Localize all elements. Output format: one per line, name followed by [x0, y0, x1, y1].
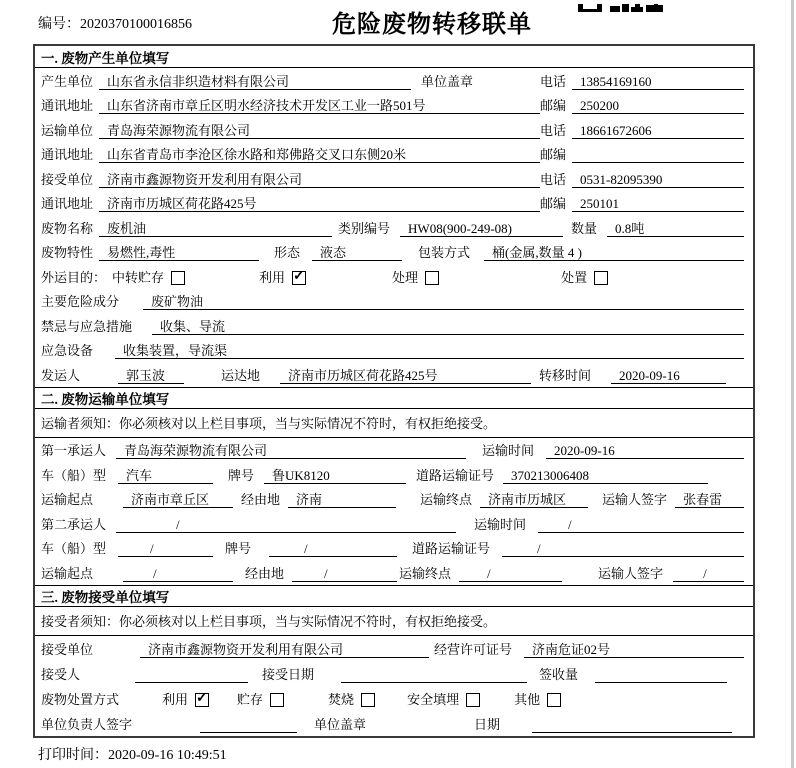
plate-value: 鲁UK8120: [264, 468, 406, 484]
zip-label: 邮编: [539, 147, 566, 162]
via-label: 经由地: [241, 492, 281, 507]
section3-notice: 接受者须知：你必须核对以上栏目事项，当与实际情况不符时，有权拒绝接受。: [35, 607, 753, 636]
form-label: 形态: [274, 245, 301, 260]
phone-label: 电话: [539, 122, 566, 138]
disposal-landfill-checkbox: [466, 693, 480, 707]
transporter-value: 青岛海荣源物流有限公司: [99, 123, 540, 139]
origin-value: 济南市章丘区: [123, 492, 233, 508]
license-label: 经营许可证号: [434, 641, 513, 657]
first-carrier-label: 第一承运人: [41, 443, 107, 458]
equipment-label: 应急设备: [41, 343, 94, 358]
acceptor-label: 接受人: [41, 666, 81, 682]
purpose-disposal-checkbox: [594, 271, 608, 285]
accept-unit-label: 接受单位: [41, 641, 94, 657]
received-qty-label: 签收量: [539, 666, 579, 682]
transfer-time-value: 2020-09-16: [611, 368, 726, 384]
section3-header: 三. 废物接受单位填写: [35, 585, 753, 607]
second-carrier-value: /: [116, 517, 456, 533]
address-label: 通讯地址: [41, 147, 94, 162]
vehicle-type-label: 车（船）型: [41, 541, 107, 556]
address-label: 通讯地址: [41, 98, 94, 113]
form-value: 液态: [312, 245, 402, 261]
print-time-value: 2020-09-16 10:49:51: [108, 748, 227, 763]
row-disposal-method: [35, 686, 753, 711]
hazard-label: 主要危险成分: [41, 294, 120, 309]
origin-label: 运输起点: [41, 492, 94, 507]
print-time-label: 打印时间：: [38, 748, 108, 763]
receiver-label: 接受单位: [41, 171, 94, 187]
receiver-phone-value: 0531-82095390: [572, 172, 744, 188]
via-value: 济南: [288, 492, 396, 508]
section2-header: 二. 废物运输单位填写: [35, 387, 753, 409]
purpose-option-label: 处理: [392, 269, 419, 285]
disposal-label: 废物处置方式: [41, 691, 120, 707]
transport-time-label: 运输时间: [482, 443, 535, 458]
transporter-zip-value: [572, 162, 744, 163]
unit-seal-label: 单位盖章: [314, 716, 367, 732]
row-vehicle-1: [35, 462, 753, 487]
shipper-label: 发运人: [41, 367, 81, 383]
head-sign-label: 单位负责人签字: [41, 716, 133, 732]
vehicle-type-label: 车（船）型: [41, 467, 107, 483]
address-label: 通讯地址: [41, 196, 94, 211]
transfer-time-label: 转移时间: [539, 367, 592, 383]
row-producer-address: [35, 93, 753, 118]
row-producer: [35, 68, 753, 93]
transporter-phone-value: 18661672606: [572, 123, 744, 139]
road-permit-label: 道路运输证号: [412, 541, 491, 556]
producer-zip-value: 250200: [572, 98, 744, 114]
row-route-1: [35, 487, 753, 512]
origin-2-value: /: [123, 566, 233, 582]
received-qty-value: [595, 682, 727, 683]
taboo-label: 禁忌与应急措施: [41, 318, 133, 334]
packing-label: 包装方式: [418, 245, 471, 260]
license-value: 济南危证02号: [524, 642, 744, 658]
transporter-label: 运输单位: [41, 122, 94, 138]
transport-time-2-value: /: [538, 517, 744, 533]
road-permit-value: 370213006408: [503, 468, 708, 484]
quantity-value: 0.8吨: [607, 221, 744, 237]
disposal-option-label: 利用: [162, 691, 189, 707]
category-label: 类别编号: [338, 220, 391, 236]
serial-number-line: [38, 13, 192, 33]
endpoint-label: 运输终点: [420, 492, 473, 507]
transporter-address-value: 山东省青岛市李沧区徐水路和郑佛路交叉口东侧20米: [99, 147, 540, 163]
second-carrier-label: 第二承运人: [41, 516, 107, 532]
row-emergency-equipment: [35, 338, 753, 363]
receiver-value: 济南市鑫源物资开发利用有限公司: [99, 172, 540, 188]
producer-label: 产生单位: [41, 73, 94, 89]
waste-name-label: 废物名称: [41, 220, 94, 236]
head-sign-value: [200, 732, 297, 733]
packing-value: 桶(金属,数量 4 ): [484, 245, 744, 261]
row-shipper: [35, 362, 753, 387]
endpoint-label: 运输终点: [399, 565, 452, 581]
disposal-other-checkbox: [547, 693, 561, 707]
traits-label: 废物特性: [41, 245, 94, 260]
purpose-treatment-checkbox: [425, 271, 439, 285]
row-accept-unit: [35, 636, 753, 661]
via-2-value: /: [292, 566, 397, 582]
section2-notice: 运输者须知：你必须核对以上栏目事项，当与实际情况不符时，有权拒绝接受。: [35, 409, 753, 438]
print-time-line: [38, 744, 227, 764]
producer-value: 山东省永信非织造材料有限公司: [99, 74, 411, 90]
receiver-address-value: 济南市历城区荷花路425号: [99, 196, 540, 212]
zip-label: 邮编: [539, 196, 566, 211]
equipment-value: 收集装置，导流渠: [115, 343, 744, 359]
zip-label: 邮编: [539, 98, 566, 113]
hazard-value: 废矿物油: [143, 294, 744, 310]
destination-label: 运达地: [221, 367, 261, 383]
row-receiver-address: [35, 191, 753, 216]
plate-label: 牌号: [225, 541, 252, 556]
waste-name-value: 废机油: [99, 221, 332, 237]
row-head-signature: [35, 711, 753, 736]
disposal-option-label: 焚烧: [328, 691, 355, 707]
sign-date-label: 日期: [474, 716, 501, 732]
disposal-incinerate-checkbox: [361, 693, 375, 707]
row-vehicle-2: [35, 536, 753, 561]
row-transporter-address: [35, 142, 753, 167]
row-taboo-measures: [35, 313, 753, 338]
quantity-label: 数量: [571, 220, 598, 236]
accept-date-value: [341, 682, 527, 683]
producer-address-value: 山东省济南市章丘区明水经济技术开发区工业一路501号: [99, 98, 540, 114]
endpoint-value: 济南市历城区: [480, 492, 588, 508]
disposal-option-label: 贮存: [237, 691, 264, 707]
row-transporter: [35, 117, 753, 142]
purpose-option-label: 利用: [259, 269, 286, 285]
accept-date-label: 接受日期: [262, 666, 315, 682]
destination-value: 济南市历城区荷花路425号: [280, 368, 531, 384]
shipper-value: 郭玉波: [118, 368, 184, 384]
category-value: HW08(900-249-08): [400, 221, 563, 237]
qr-code-partial-icon: [578, 0, 663, 16]
purpose-utilize-checkbox: [292, 271, 306, 285]
manifest-form-table: [33, 44, 755, 738]
vehicle-type-2-value: /: [118, 541, 213, 557]
row-first-carrier: [35, 438, 753, 463]
disposal-option-label: 其他: [514, 691, 541, 707]
row-hazard-components: [35, 289, 753, 314]
road-permit-2-value: /: [502, 541, 744, 557]
row-waste-traits: [35, 240, 753, 265]
accept-unit-value: 济南市鑫源物资开发利用有限公司: [140, 642, 429, 658]
row-waste-name: [35, 215, 753, 240]
taboo-value: 收集、导流: [152, 319, 744, 335]
vehicle-type-value: 汽车: [118, 468, 213, 484]
producer-phone-value: 13854169160: [572, 74, 744, 90]
page-title: 危险废物转移联单: [332, 12, 532, 38]
disposal-storage-checkbox: [270, 693, 284, 707]
road-permit-label: 道路运输证号: [416, 467, 495, 483]
purpose-label: 外运目的：: [41, 269, 107, 285]
purpose-option-label: 处置: [561, 269, 588, 285]
receiver-zip-value: 250101: [572, 196, 744, 212]
sign-date-value: [532, 732, 732, 733]
section1-header: 一. 废物产生单位填写: [35, 46, 753, 68]
traits-value: 易燃性,毒性: [99, 245, 259, 261]
unit-seal-label: 单位盖章: [421, 73, 474, 89]
via-label: 经由地: [245, 565, 285, 581]
phone-label: 电话: [539, 73, 566, 89]
carrier-sign-label: 运输人签字: [598, 565, 664, 581]
first-carrier-value: 青岛海荣源物流有限公司: [116, 443, 466, 459]
purpose-option-label: 中转贮存: [112, 269, 165, 285]
serial-label: 编号：: [38, 17, 80, 32]
row-receiver: [35, 166, 753, 191]
endpoint-2-value: /: [459, 566, 562, 582]
row-route-2: [35, 560, 753, 585]
row-second-carrier: [35, 511, 753, 536]
row-transfer-purpose: [35, 264, 753, 289]
plate-2-value: /: [269, 541, 397, 557]
transport-time-label: 运输时间: [474, 516, 527, 532]
origin-label: 运输起点: [41, 565, 94, 581]
purpose-transit-storage-checkbox: [171, 271, 185, 285]
transport-time-value: 2020-09-16: [546, 443, 744, 459]
carrier-sign-label: 运输人签字: [602, 492, 668, 507]
disposal-utilize-checkbox: [195, 693, 209, 707]
acceptor-value: [135, 682, 248, 683]
serial-value: 2020370100016856: [80, 17, 192, 32]
disposal-option-label: 安全填埋: [407, 691, 460, 707]
carrier-sign-value: 张春雷: [675, 492, 744, 508]
plate-label: 牌号: [228, 467, 255, 483]
row-acceptor: [35, 661, 753, 686]
page-edge-divider: [791, 0, 794, 768]
carrier-sign-2-value: /: [673, 566, 744, 582]
phone-label: 电话: [539, 171, 566, 187]
